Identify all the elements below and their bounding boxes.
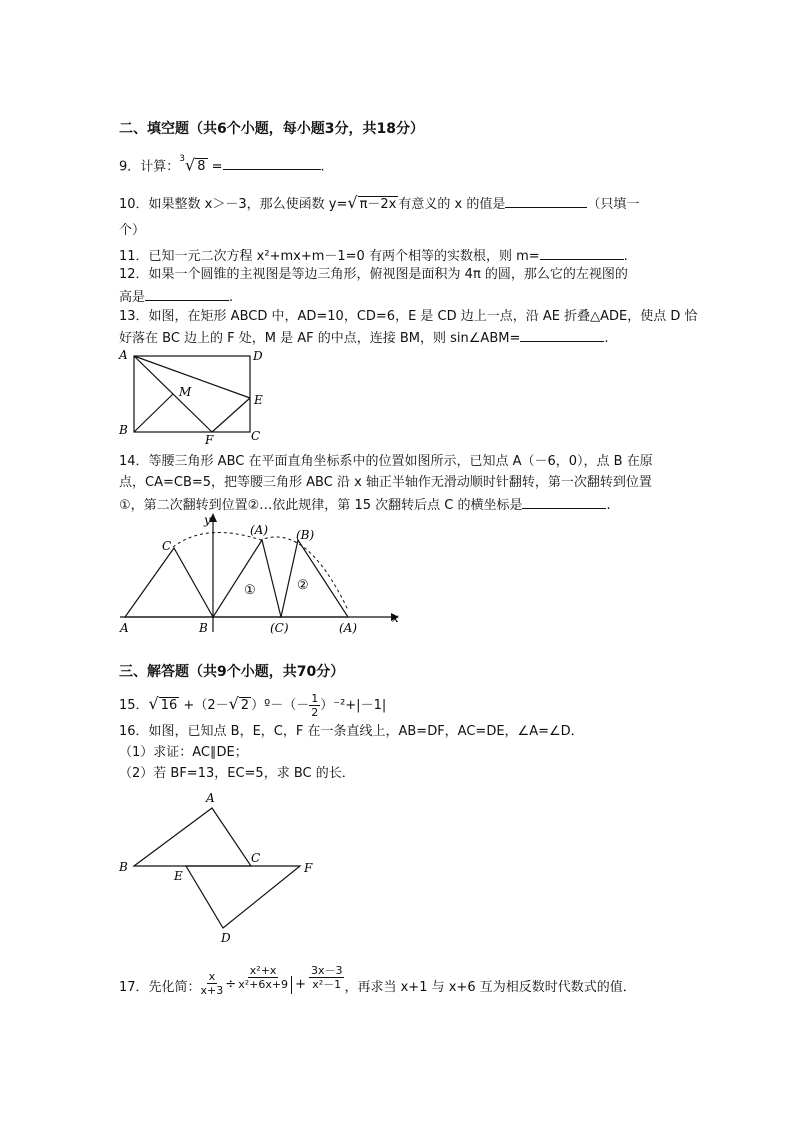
label-C: C xyxy=(251,429,261,443)
q15-part3: ）º－（－ xyxy=(251,698,310,713)
q13-answer-blank[interactable] xyxy=(520,328,604,342)
label-D: D xyxy=(253,349,263,363)
label-E: E xyxy=(174,869,183,883)
q16-line1: 16．如图，已知点 B，E，C，F 在一条直线上，AB=DF，AC=DE，∠A=∠D． xyxy=(119,724,584,739)
q17-div: ÷ xyxy=(225,976,237,992)
q14-line2: 点，CA=CB=5，把等腰三角形 ABC 沿 x 轴正半轴作无滑动顺时针翻转，第一次翻转到位置 xyxy=(119,475,652,490)
question-10 xyxy=(119,194,639,214)
q15-part2: +（2－ xyxy=(179,698,229,713)
question-17 xyxy=(119,958,636,997)
q9-eq: = xyxy=(207,159,223,175)
label-E: E xyxy=(254,393,263,407)
q15-part4: ）⁻²+|－1| xyxy=(320,698,387,713)
q16-line2: （1）求证：AC∥DE； xyxy=(119,745,248,760)
q14-line3-text: ①，第二次翻转到位置②…依此规律，第 15 次翻转后点 C 的横坐标是 xyxy=(119,498,523,513)
radical-sign-icon: √ xyxy=(347,193,358,212)
q15-frac-den: 2 xyxy=(311,706,319,719)
label-B1: (B) xyxy=(296,528,315,542)
q11-suffix: . xyxy=(623,249,628,264)
label-y: y xyxy=(204,513,211,527)
q14-suffix: . xyxy=(606,498,611,513)
q11-text: 11．已知一元二次方程 x²+mx+m－1=0 有两个相等的实数根，则 m= xyxy=(119,249,540,264)
question-9 xyxy=(119,154,325,176)
triangle-abc xyxy=(134,808,251,866)
label-C1: (C) xyxy=(270,621,289,635)
label-M: M xyxy=(179,385,192,399)
rectangle-abcd xyxy=(134,356,250,432)
q15-radicand-1: 16 xyxy=(160,698,178,713)
q17-f2-num: x²+x xyxy=(249,964,277,977)
triangle-position-2 xyxy=(281,540,348,617)
q15-fraction xyxy=(309,692,320,719)
q12-line1: 12．如果一个圆锥的主视图是等边三角形，俯视图是面积为 4π 的圆，那么它的左视图的 xyxy=(119,267,628,282)
q9-prefix: 9．计算： xyxy=(119,159,180,175)
q15-prefix: 15． xyxy=(119,698,149,713)
q17-fraction-2 xyxy=(238,964,288,991)
triangle-position-1 xyxy=(213,540,281,617)
question-15 xyxy=(119,692,386,719)
q17-prefix: 17．先化简： xyxy=(119,979,201,995)
q17-plus: + xyxy=(291,976,306,994)
q14-line1: 14．等腰三角形 ABC 在平面直角坐标系中的位置如图所示，已知点 A（－6，0），点 B 在原 xyxy=(119,454,653,469)
label-D: D xyxy=(221,931,231,945)
label-C: C xyxy=(251,851,261,865)
segment-fe xyxy=(212,398,250,432)
segment-ae xyxy=(134,356,250,398)
q11-answer-blank[interactable] xyxy=(540,246,624,260)
q9-radicand: 8 xyxy=(197,159,206,175)
q13-rectangle-figure xyxy=(116,346,276,446)
q17-fraction-3 xyxy=(309,964,345,991)
q17-fraction-1 xyxy=(201,970,224,997)
q12-line2-text: 高是 xyxy=(119,290,146,305)
q12-line2 xyxy=(119,287,233,307)
q17-suffix: ，再求当 x+1 与 x+6 互为相反数时代数式的值． xyxy=(344,979,636,995)
q13-line2-text: 好落在 BC 边上的 F 处，M 是 AF 的中点，连接 BM，则 sin∠ABM= xyxy=(119,331,521,346)
label-F: F xyxy=(205,433,214,446)
q16-line3: （2）若 BF=13，EC=5，求 BC 的长． xyxy=(119,766,355,781)
label-A: A xyxy=(120,621,129,635)
section-2-title: 二、填空题（共6个小题，每小题3分，共18分） xyxy=(119,121,424,137)
q10-suffix: （只填一 xyxy=(587,197,640,212)
label-B: B xyxy=(119,860,128,874)
q9-cube-root xyxy=(179,154,207,176)
radical-sign-icon: √ xyxy=(185,155,196,175)
triangle-def xyxy=(186,866,300,928)
q17-f3-num: 3x－3 xyxy=(310,964,343,977)
q9-suffix: . xyxy=(320,159,325,175)
q17-f1-den: x+3 xyxy=(200,984,224,997)
q10-sqrt xyxy=(347,194,398,214)
q12-suffix: . xyxy=(229,290,234,305)
position-2-marker: ② xyxy=(297,578,309,593)
section-3-title: 三、解答题（共9个小题，共70分） xyxy=(119,664,345,680)
label-A1: (A) xyxy=(250,523,269,537)
q14-flip-figure xyxy=(116,510,406,640)
q14-answer-blank[interactable] xyxy=(522,495,606,509)
q10-prefix: 10．如果整数 x＞－3，那么使函数 y= xyxy=(119,197,348,212)
q15-frac-num: 1 xyxy=(311,692,319,705)
question-11 xyxy=(119,246,628,266)
q13-line2 xyxy=(119,328,609,348)
label-F: F xyxy=(304,861,313,875)
q15-radicand-2: 2 xyxy=(240,698,250,713)
q17-f3-den: x²－1 xyxy=(312,978,342,991)
q10-answer-blank[interactable] xyxy=(505,194,587,208)
radical-sign-icon: √ xyxy=(148,694,159,713)
q17-f1-num: x xyxy=(208,970,216,983)
radical-sign-icon: √ xyxy=(228,694,239,713)
q9-root-index: 3 xyxy=(179,154,186,164)
q10-middle: 有意义的 x 的值是 xyxy=(398,197,506,212)
q17-f2-den: x²+6x+9 xyxy=(238,978,289,991)
label-A: A xyxy=(206,791,215,805)
rotation-path-arc xyxy=(173,532,348,610)
q10-radicand: π－2x xyxy=(359,197,397,212)
q9-answer-blank[interactable] xyxy=(223,156,321,170)
label-B: B xyxy=(119,423,128,437)
label-B: B xyxy=(199,621,208,635)
label-A2: (A) xyxy=(339,621,358,635)
label-A: A xyxy=(119,348,128,362)
q15-sqrt2 xyxy=(229,695,251,715)
q15-sqrt16 xyxy=(149,695,180,715)
q12-answer-blank[interactable] xyxy=(145,287,229,301)
position-1-marker: ① xyxy=(244,583,256,598)
triangle-abc xyxy=(125,548,213,617)
label-C: C xyxy=(162,539,172,553)
segment-bm xyxy=(134,394,173,432)
q16-triangles-figure xyxy=(116,788,326,946)
q13-line1: 13．如图，在矩形 ABCD 中，AD=10，CD=6，E 是 CD 边上一点，沿 AE 折叠△ADE，使点 D 恰 xyxy=(119,309,698,324)
label-x: x xyxy=(392,611,399,625)
q10-line2: 个） xyxy=(119,223,146,238)
q13-suffix: . xyxy=(604,331,609,346)
